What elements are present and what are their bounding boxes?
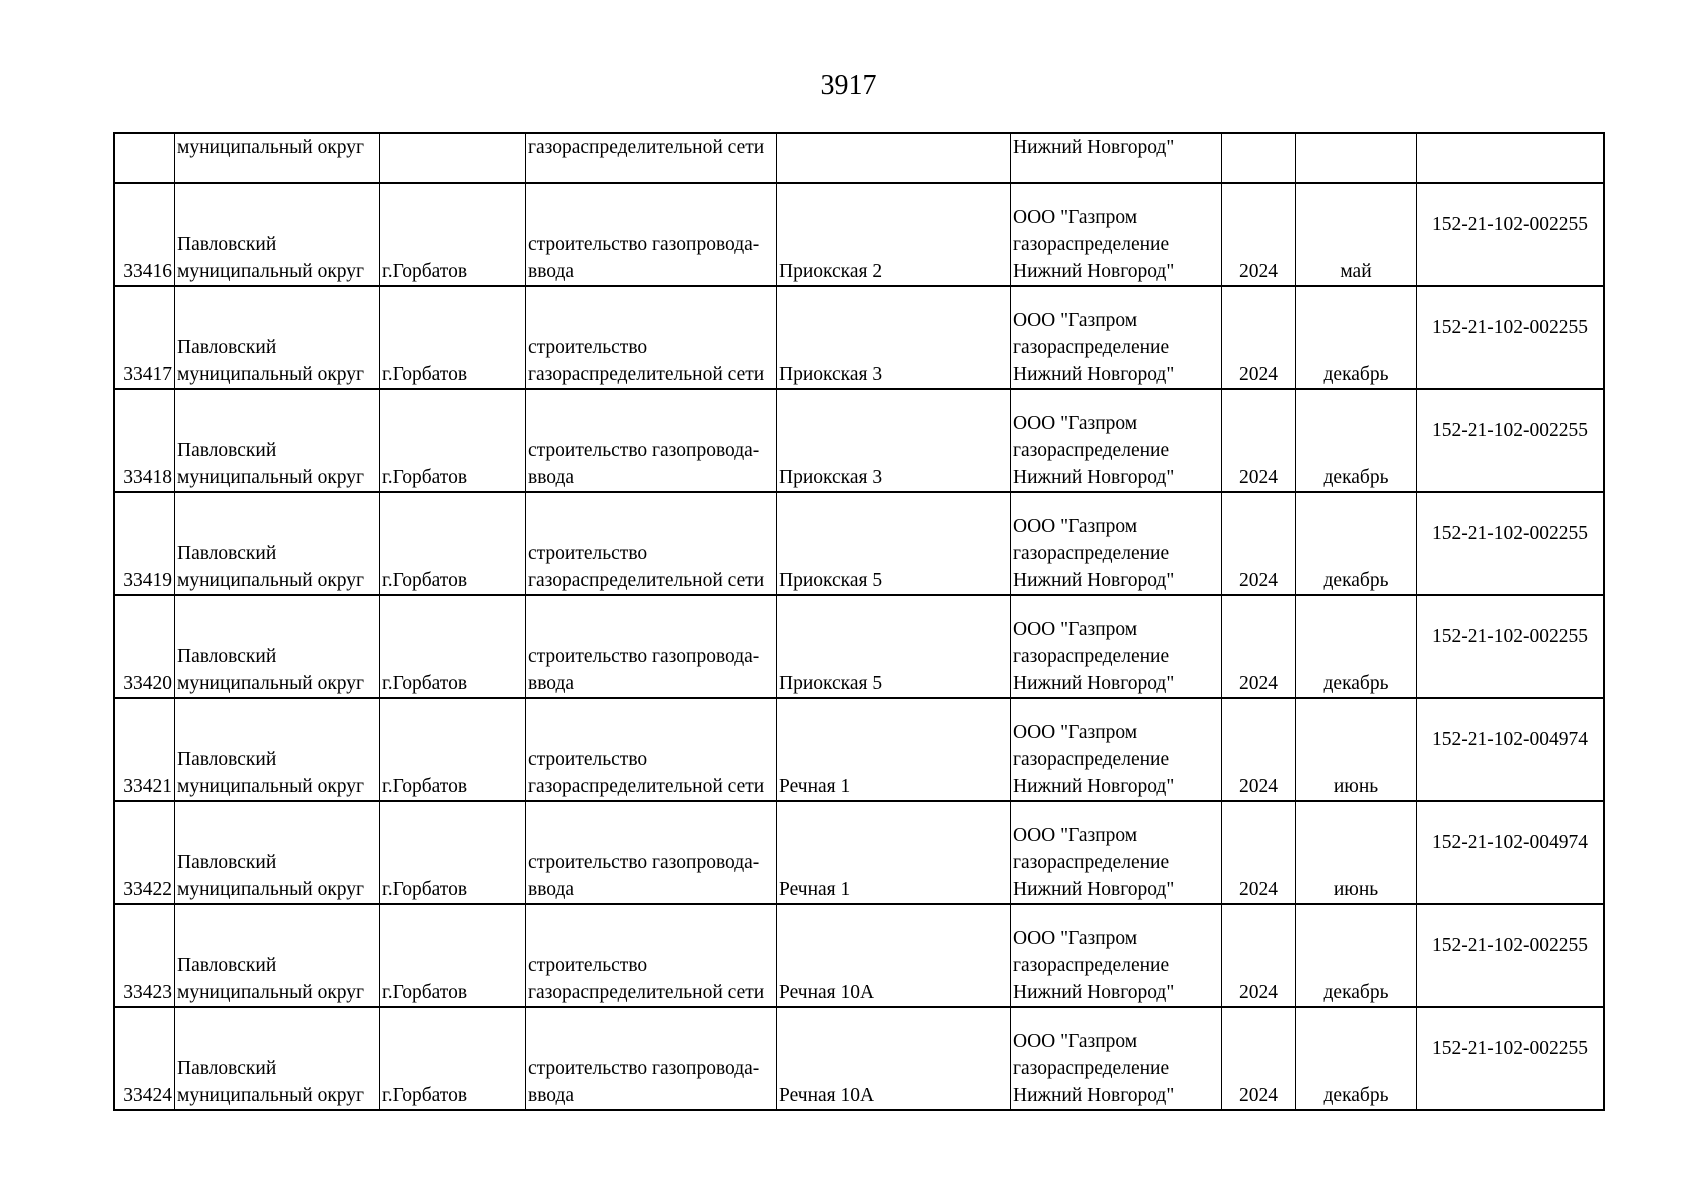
table-row [114, 492, 1604, 595]
org-line: ООО "Газпром [1013, 310, 1138, 331]
org-cell [1011, 904, 1222, 1007]
org-cell [1011, 698, 1222, 801]
work-line: ввода [528, 467, 575, 488]
district-line: муниципальный округ [177, 879, 365, 900]
org-line: газораспределение [1013, 646, 1170, 667]
table-row [114, 698, 1604, 801]
work-line: газораспределительной сети [528, 570, 765, 591]
city-cell: г.Горбатов [380, 492, 526, 595]
district-cell [175, 183, 380, 286]
district-line: муниципальный округ [177, 982, 365, 1003]
work-cell: газораспределительной сети [526, 133, 777, 183]
year-cell: 2024 [1222, 904, 1296, 1007]
year-cell: 2024 [1222, 389, 1296, 492]
district-cell [175, 595, 380, 698]
city-cell: г.Горбатов [380, 389, 526, 492]
work-cell [526, 492, 777, 595]
city-cell: г.Горбатов [380, 904, 526, 1007]
district-cell [175, 1007, 380, 1110]
district-cell [175, 904, 380, 1007]
code-cell: 152-21-102-002255 [1417, 286, 1605, 389]
work-line: строительство [528, 749, 648, 770]
table-row [114, 801, 1604, 904]
org-line: ООО "Газпром [1013, 928, 1138, 949]
org-line: газораспределение [1013, 440, 1170, 461]
row-number: 33422 [114, 801, 175, 904]
district-cell [175, 492, 380, 595]
org-line: газораспределение [1013, 955, 1170, 976]
district-line: Павловский [177, 852, 277, 873]
year-cell: 2024 [1222, 698, 1296, 801]
work-line: строительство газопровода- [528, 234, 760, 255]
org-line: газораспределение [1013, 543, 1170, 564]
month-cell: декабрь [1296, 389, 1417, 492]
row-number: 33421 [114, 698, 175, 801]
work-cell [526, 904, 777, 1007]
year-cell: 2024 [1222, 801, 1296, 904]
month-cell: декабрь [1296, 1007, 1417, 1110]
org-line: Нижний Новгород" [1013, 982, 1175, 1003]
org-line: Нижний Новгород" [1013, 673, 1175, 694]
district-cell: муниципальный округ [175, 133, 380, 183]
org-cell [1011, 492, 1222, 595]
work-line: ввода [528, 1085, 575, 1106]
work-cell [526, 183, 777, 286]
city-cell: г.Горбатов [380, 698, 526, 801]
district-line: Павловский [177, 543, 277, 564]
org-line: Нижний Новгород" [1013, 467, 1175, 488]
org-line: Нижний Новгород" [1013, 879, 1175, 900]
district-cell [175, 389, 380, 492]
org-line: Нижний Новгород" [1013, 364, 1175, 385]
org-line: газораспределение [1013, 234, 1170, 255]
year-cell: 2024 [1222, 492, 1296, 595]
org-line: Нижний Новгород" [1013, 1085, 1175, 1106]
street-cell: Речная 1 [777, 801, 1011, 904]
city-cell: г.Горбатов [380, 595, 526, 698]
month-cell: декабрь [1296, 904, 1417, 1007]
work-line: строительство газопровода- [528, 440, 760, 461]
district-line: муниципальный округ [177, 261, 365, 282]
gas-works-table [113, 132, 1605, 1111]
district-line: муниципальный округ [177, 1085, 365, 1106]
table-row [114, 595, 1604, 698]
district-line: Павловский [177, 955, 277, 976]
org-line: ООО "Газпром [1013, 619, 1138, 640]
table-row [114, 1007, 1604, 1110]
org-line: ООО "Газпром [1013, 722, 1138, 743]
row-number: 33417 [114, 286, 175, 389]
org-cell [1011, 389, 1222, 492]
district-line: Павловский [177, 337, 277, 358]
street-cell: Приокская 5 [777, 492, 1011, 595]
work-line: строительство [528, 955, 648, 976]
month-cell: июнь [1296, 698, 1417, 801]
code-cell: 152-21-102-002255 [1417, 1007, 1605, 1110]
row-number: 33423 [114, 904, 175, 1007]
street-cell: Речная 1 [777, 698, 1011, 801]
work-line: газораспределительной сети [528, 982, 765, 1003]
org-line: ООО "Газпром [1013, 1031, 1138, 1052]
district-line: муниципальный округ [177, 570, 365, 591]
org-cell [1011, 1007, 1222, 1110]
district-line: Павловский [177, 646, 277, 667]
street-cell: Приокская 3 [777, 389, 1011, 492]
row-number: 33424 [114, 1007, 175, 1110]
code-cell: 152-21-102-002255 [1417, 492, 1605, 595]
district-line: муниципальный округ [177, 673, 365, 694]
year-cell: 2024 [1222, 595, 1296, 698]
org-cell [1011, 183, 1222, 286]
work-line: строительство газопровода- [528, 1058, 760, 1079]
work-line: ввода [528, 879, 575, 900]
district-cell [175, 801, 380, 904]
org-line: газораспределение [1013, 749, 1170, 770]
street-cell: Речная 10А [777, 904, 1011, 1007]
org-line: ООО "Газпром [1013, 825, 1138, 846]
city-cell: г.Горбатов [380, 1007, 526, 1110]
org-line: Нижний Новгород" [1013, 570, 1175, 591]
table-row [114, 183, 1604, 286]
org-line: ООО "Газпром [1013, 516, 1138, 537]
work-line: строительство [528, 543, 648, 564]
row-number: 33419 [114, 492, 175, 595]
district-line: Павловский [177, 1058, 277, 1079]
city-cell: г.Горбатов [380, 801, 526, 904]
org-line: ООО "Газпром [1013, 207, 1138, 228]
work-cell [526, 801, 777, 904]
org-line: Нижний Новгород" [1013, 776, 1175, 797]
district-cell [175, 286, 380, 389]
row-number: 33420 [114, 595, 175, 698]
org-cell [1011, 595, 1222, 698]
org-line: газораспределение [1013, 852, 1170, 873]
continued-row [114, 133, 1604, 183]
code-cell: 152-21-102-004974 [1417, 801, 1605, 904]
district-line: муниципальный округ [177, 776, 365, 797]
work-cell [526, 595, 777, 698]
work-cell [526, 1007, 777, 1110]
work-cell [526, 389, 777, 492]
org-line: ООО "Газпром [1013, 413, 1138, 434]
work-cell [526, 286, 777, 389]
district-cell [175, 698, 380, 801]
year-cell: 2024 [1222, 286, 1296, 389]
street-cell: Приокская 5 [777, 595, 1011, 698]
code-cell: 152-21-102-002255 [1417, 595, 1605, 698]
district-line: муниципальный округ [177, 364, 365, 385]
month-cell: декабрь [1296, 595, 1417, 698]
code-cell: 152-21-102-002255 [1417, 904, 1605, 1007]
district-line: Павловский [177, 749, 277, 770]
city-cell: г.Горбатов [380, 286, 526, 389]
org-line: газораспределение [1013, 1058, 1170, 1079]
org-line: Нижний Новгород" [1013, 261, 1175, 282]
month-cell: декабрь [1296, 492, 1417, 595]
street-cell: Приокская 2 [777, 183, 1011, 286]
month-cell: июнь [1296, 801, 1417, 904]
month-cell: декабрь [1296, 286, 1417, 389]
city-cell: г.Горбатов [380, 183, 526, 286]
work-line: строительство [528, 337, 648, 358]
org-line: газораспределение [1013, 337, 1170, 358]
work-line: строительство газопровода- [528, 852, 760, 873]
page-number: 3917 [820, 70, 877, 101]
table-row [114, 286, 1604, 389]
district-line: Павловский [177, 440, 277, 461]
table-row [114, 904, 1604, 1007]
month-cell: май [1296, 183, 1417, 286]
row-number: 33416 [114, 183, 175, 286]
work-line: газораспределительной сети [528, 776, 765, 797]
work-line: газораспределительной сети [528, 364, 765, 385]
work-line: ввода [528, 673, 575, 694]
district-line: Павловский [177, 234, 277, 255]
street-cell: Речная 10А [777, 1007, 1011, 1110]
code-cell: 152-21-102-002255 [1417, 389, 1605, 492]
work-line: строительство газопровода- [528, 646, 760, 667]
year-cell: 2024 [1222, 183, 1296, 286]
org-cell [1011, 801, 1222, 904]
code-cell: 152-21-102-002255 [1417, 183, 1605, 286]
row-number: 33418 [114, 389, 175, 492]
work-line: ввода [528, 261, 575, 282]
district-line: муниципальный округ [177, 467, 365, 488]
year-cell: 2024 [1222, 1007, 1296, 1110]
org-cell [1011, 286, 1222, 389]
code-cell: 152-21-102-004974 [1417, 698, 1605, 801]
work-cell [526, 698, 777, 801]
org-cell: Нижний Новгород" [1011, 133, 1222, 183]
street-cell: Приокская 3 [777, 286, 1011, 389]
table-row [114, 389, 1604, 492]
